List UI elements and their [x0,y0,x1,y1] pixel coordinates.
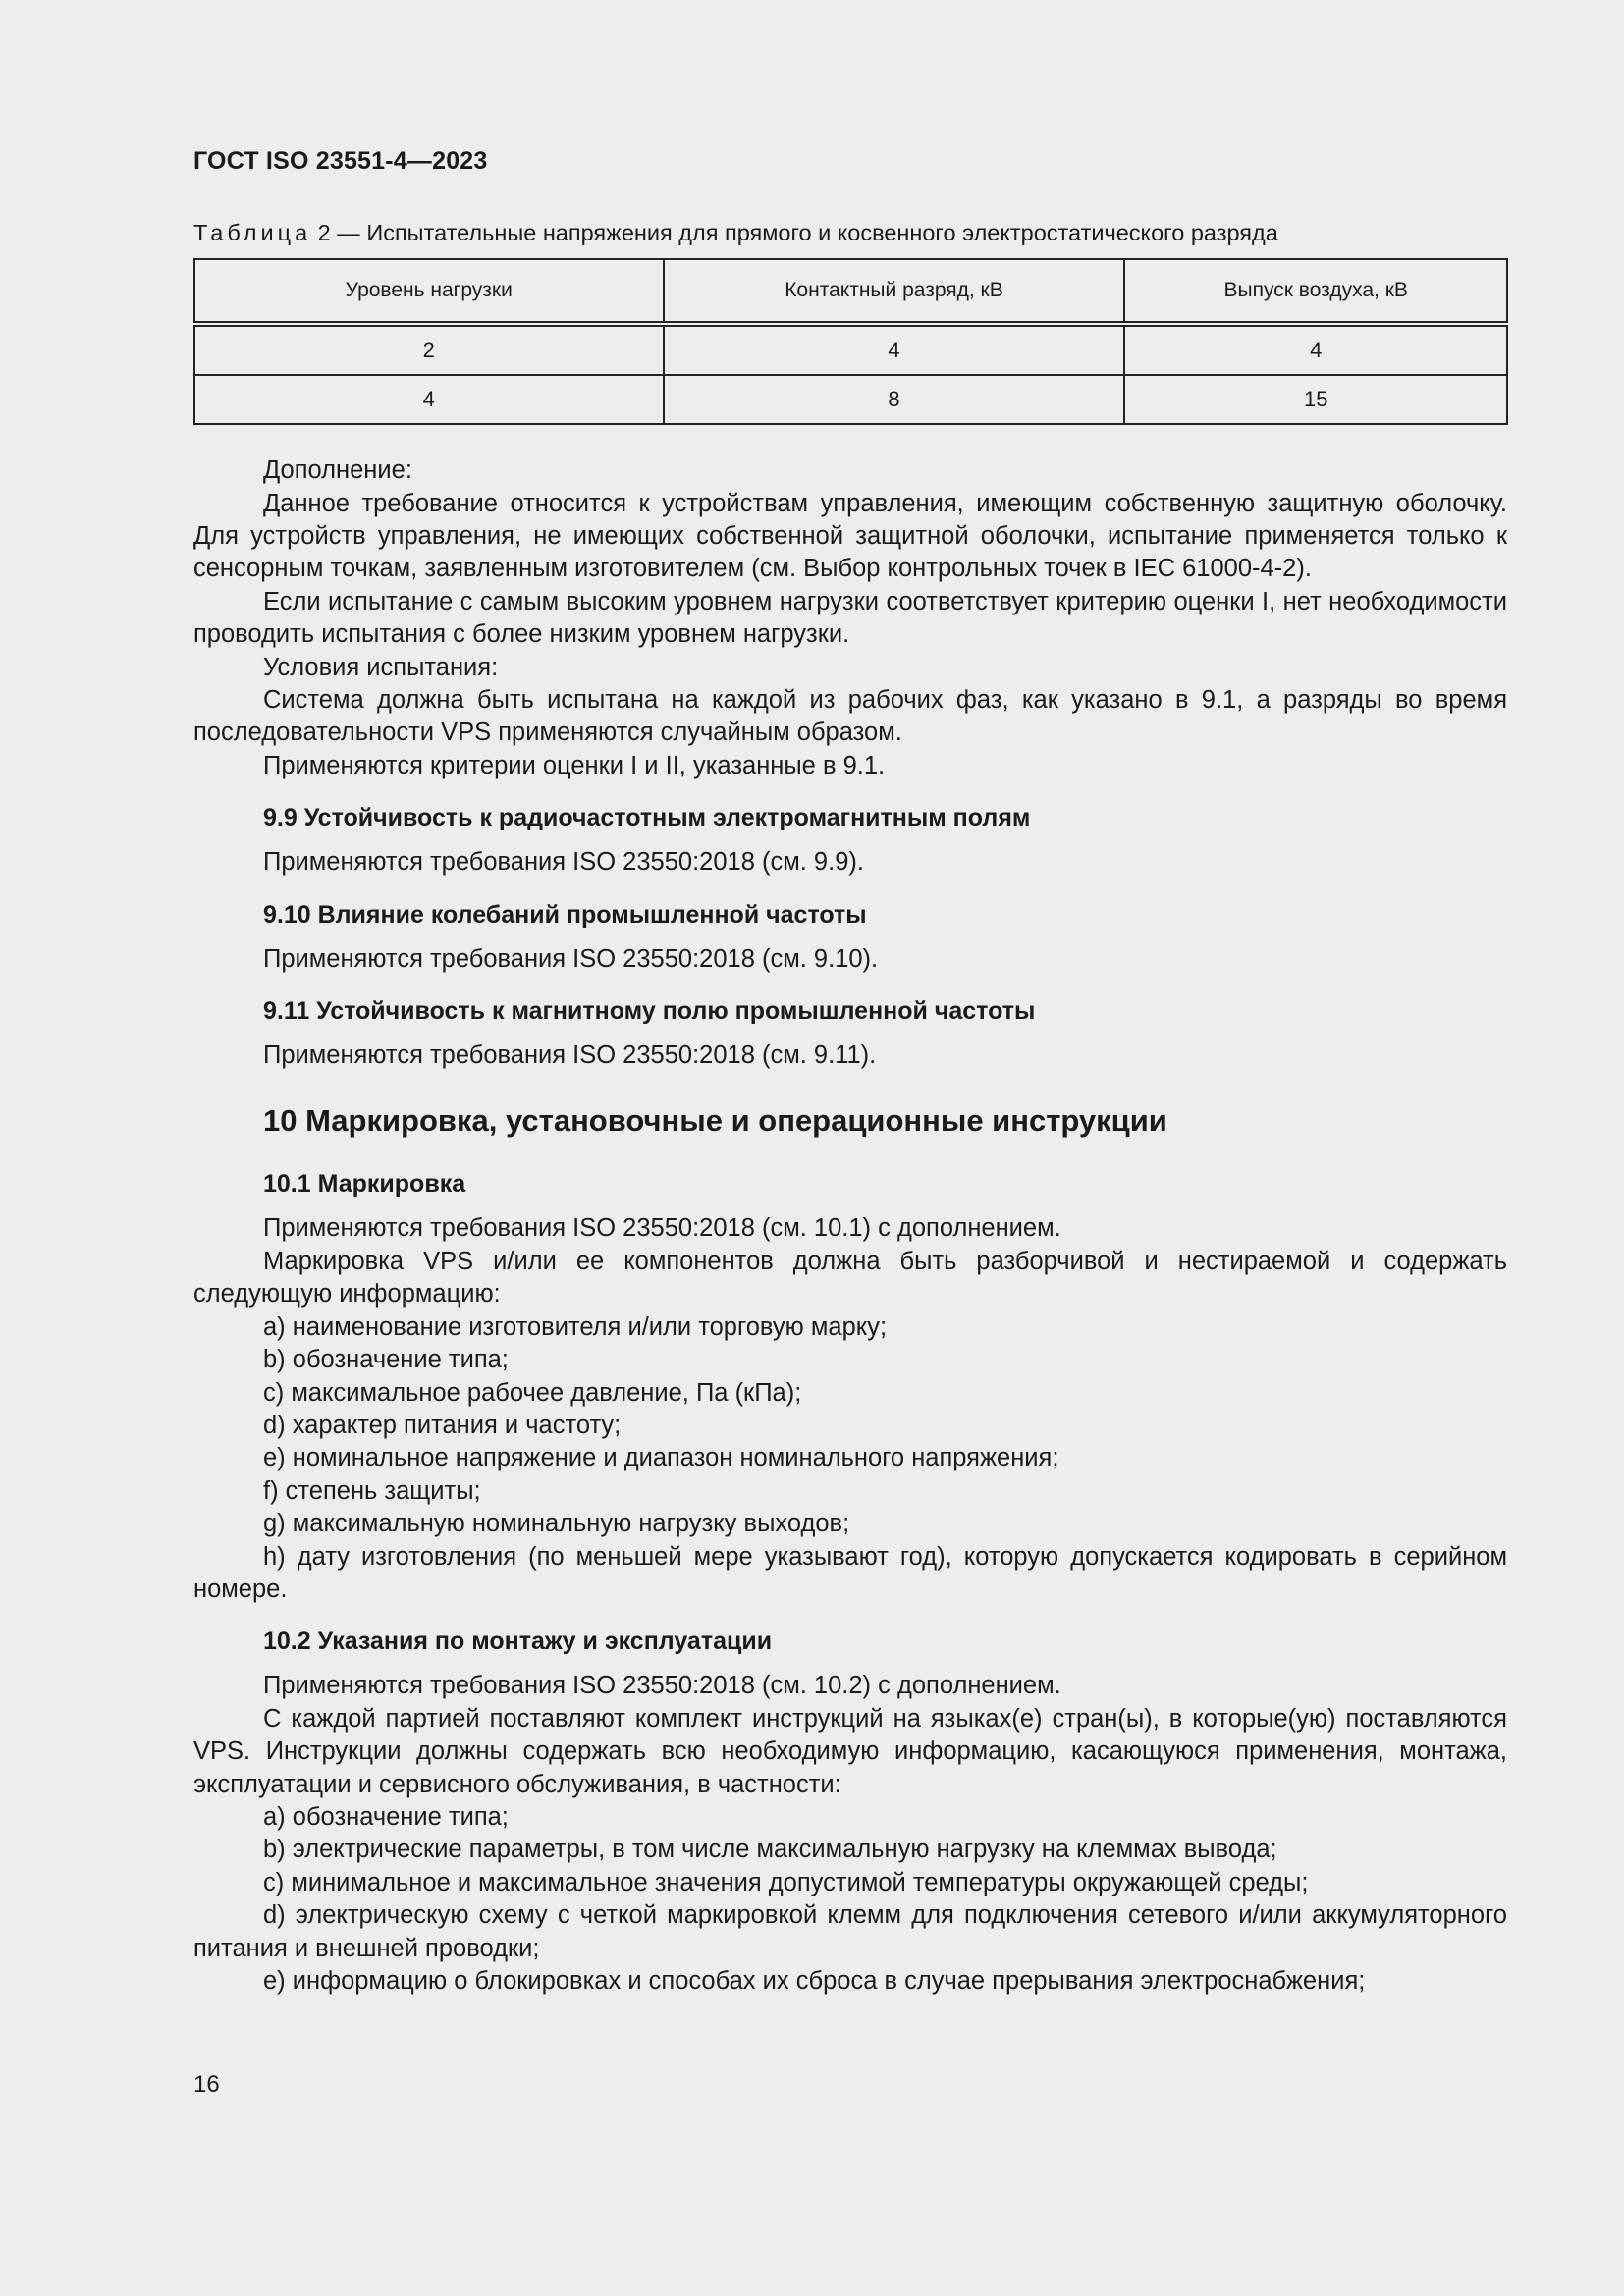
section-heading-9-10: 9.10 Влияние колебаний промышленной частоты [263,900,867,929]
table-caption-prefix: Таблица [193,220,312,245]
paragraph-requirement: Данное требование относится к устройствам управления, имеющим собственную защитную оболочку. Для устройств управления, не имеющих собственной защитной оболочки, испытание применяется только к сенсорным точкам, заявленным изготовителем (см. Выбор контрольных точек в IEC 61000-4-2). [193,489,1507,583]
column-header-air-discharge: Выпуск воздуха, кВ [1124,259,1507,324]
section-heading-10-2: 10.2 Указания по монтажу и эксплуатации [263,1628,773,1656]
table-caption [193,219,1507,246]
page-content [193,147,1507,1998]
document-header: ГОСТ ISO 23551-4—2023 [193,147,488,175]
paragraph-addition: Дополнение: [263,456,412,485]
list-item: f) степень защиты; [263,1476,481,1505]
paragraph-system-test: Система должна быть испытана на каждой из рабочих фаз, как указано в 9.1, а разряды во время последовательности VPS применяются случайным образом. [193,686,1507,747]
table-row [194,324,1507,375]
section-10-2-intro: Применяются требования ISO 23550:2018 (см. 10.2) с дополнением. [263,1672,1061,1700]
list-item: c) минимальное и максимальное значения допустимой температуры окружающей среды; [263,1868,1309,1896]
section-heading-9-11: 9.11 Устойчивость к магнитному полю промышленной частоты [263,997,1036,1026]
table-row [194,375,1507,424]
section-heading-10: 10 Маркировка, установочные и операционные инструкции [263,1103,1167,1139]
table-cell: 4 [664,324,1125,375]
section-text-9-10: Применяются требования ISO 23550:2018 (см. 9.10). [263,944,879,973]
list-item: b) обозначение типа; [263,1346,509,1374]
section-10-1-intro: Применяются требования ISO 23550:2018 (см. 10.1) с дополнением. [263,1214,1061,1243]
table-cell: 4 [1124,324,1507,375]
table-cell: 15 [1124,375,1507,424]
page-number: 16 [193,2071,220,2098]
section-text-9-11: Применяются требования ISO 23550:2018 (см. 9.11). [263,1041,877,1070]
paragraph-highest-level: Если испытание с самым высоким уровнем нагрузки соответствует критерию оценки I, нет необходимости проводить испытания с более низким уровнем нагрузки. [193,587,1507,649]
section-10-2-instructions: С каждой партией поставляют комплект инструкций на языках(е) стран(ы), в которые(ую) поставляются VPS. Инструкции должны содержать всю необходимую информацию, касающуюся применения, монтажа, эксплуатации и сервисного обслуживания, в частности: [193,1704,1507,1798]
test-voltage-table [193,258,1508,425]
paragraph-criteria: Применяются критерии оценки I и II, указанные в 9.1. [263,751,886,779]
column-header-contact-discharge: Контактный разряд, кВ [664,259,1125,324]
list-item: g) максимальную номинальную нагрузку выходов; [263,1510,850,1538]
list-item: e) информацию о блокировках и способах их сброса в случае прерывания электроснабжения; [263,1967,1366,1995]
list-item: b) электрические параметры, в том числе максимальную нагрузку на клеммах вывода; [263,1836,1277,1864]
section-heading-9-9: 9.9 Устойчивость к радиочастотным электромагнитным полям [263,804,1031,832]
table-caption-text: 2 — Испытательные напряжения для прямого и косвенного электростатического разряда [311,220,1278,245]
list-item: c) максимальное рабочее давление, Па (кПа); [263,1378,802,1407]
column-header-load-level: Уровень нагрузки [194,259,664,324]
section-10-1-marking: Маркировка VPS и/или ее компонентов должна быть разборчивой и нестираемой и содержать следующую информацию: [193,1247,1507,1308]
list-item: d) характер питания и частоту; [263,1411,622,1439]
section-text-9-9: Применяются требования ISO 23550:2018 (см. 9.9). [263,848,864,877]
table-cell: 4 [194,375,664,424]
list-item: a) наименование изготовителя и/или торговую марку; [263,1312,888,1341]
table-header-row [194,259,1507,324]
section-heading-10-1: 10.1 Маркировка [263,1170,466,1199]
list-item: d) электрическую схему с четкой маркировкой клемм для подключения сетевого и/или аккумуляторного питания и внешней проводки; [193,1901,1507,1962]
table-cell: 2 [194,324,664,375]
list-item: h) дату изготовления (по меньшей мере указывают год), которую допускается кодировать в серийном номере. [193,1542,1507,1603]
paragraph-test-conditions: Условия испытания: [263,653,499,681]
list-item: e) номинальное напряжение и диапазон номинального напряжения; [263,1444,1059,1472]
table-cell: 8 [664,375,1125,424]
list-item: a) обозначение типа; [263,1802,509,1831]
